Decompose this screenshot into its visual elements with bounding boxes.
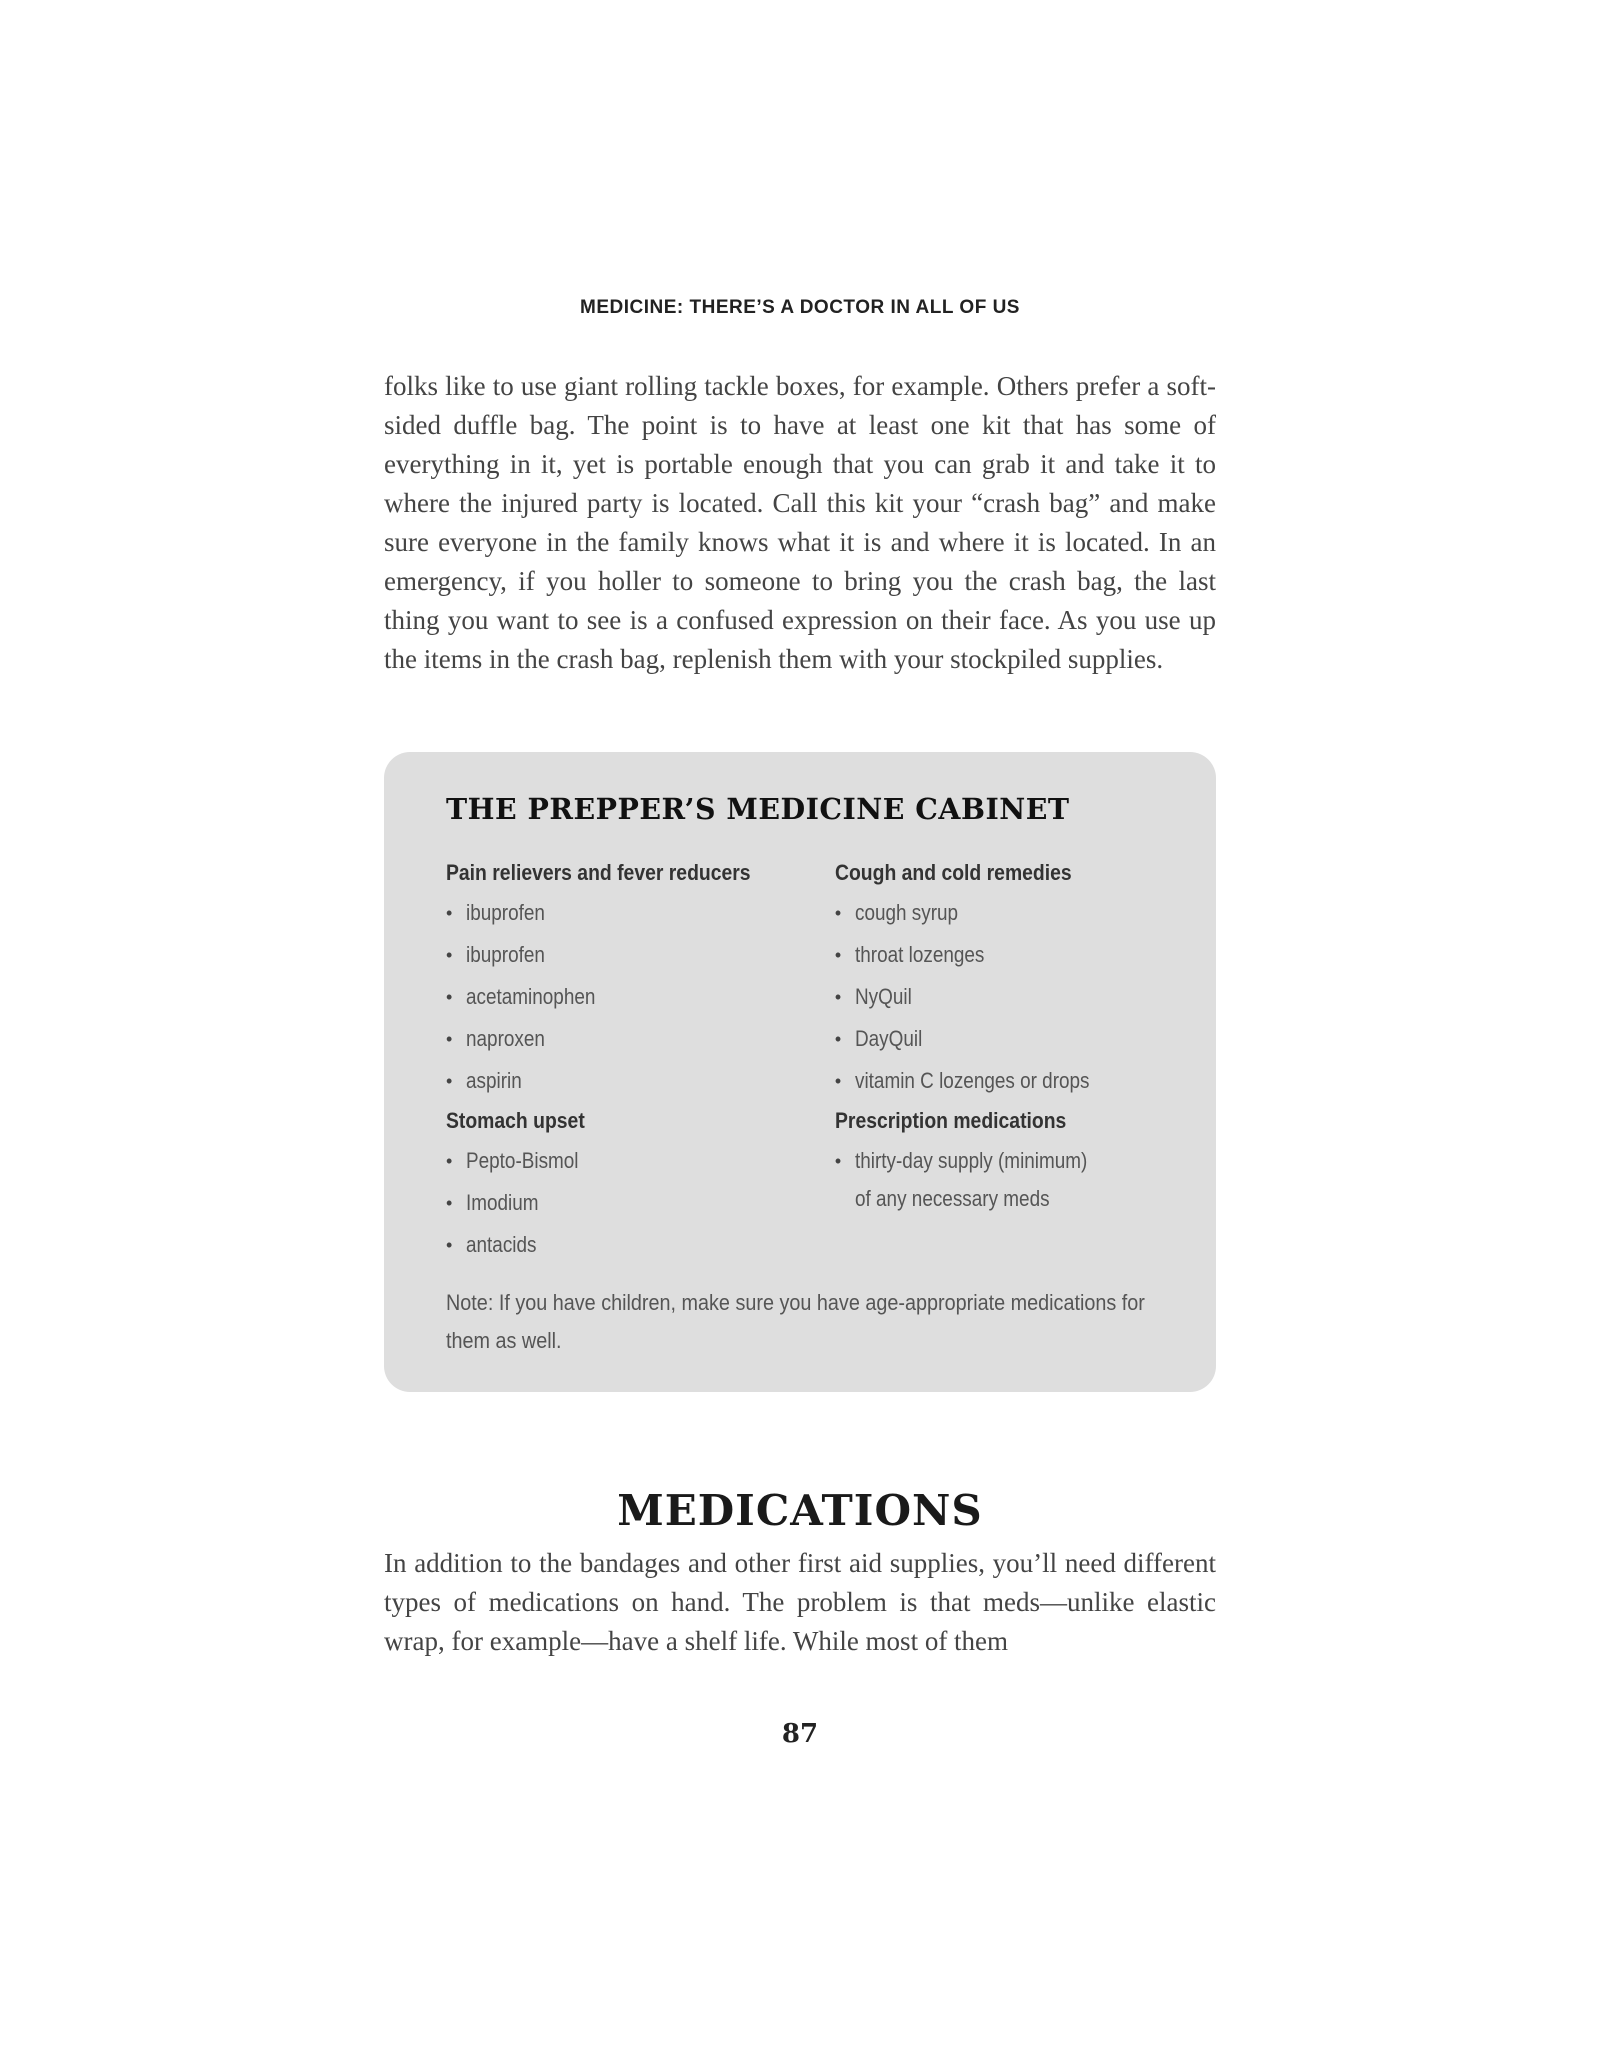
bullet-icon: • bbox=[446, 1193, 453, 1213]
list-item: • cough syrup bbox=[835, 892, 1154, 934]
bullet-icon: • bbox=[446, 987, 453, 1007]
category-heading-prescription: Prescription medications bbox=[834, 1108, 1067, 1133]
list-item: • ibuprofen bbox=[446, 934, 835, 976]
list-item: • Imodium bbox=[446, 1182, 835, 1224]
bullet-icon: • bbox=[446, 1071, 453, 1091]
page-number: 87 bbox=[781, 1719, 819, 1749]
list-item: • DayQuil bbox=[835, 1018, 1154, 1060]
bullet-icon: • bbox=[446, 1151, 453, 1171]
bullet-icon: • bbox=[834, 1071, 842, 1091]
bullet-icon: • bbox=[834, 945, 842, 965]
bullet-icon: • bbox=[834, 1029, 842, 1049]
cough-cold-list bbox=[835, 892, 1154, 1102]
category-heading-cough-cold: Cough and cold remedies bbox=[834, 860, 1072, 885]
bullet-icon: • bbox=[834, 1151, 842, 1171]
bullet-icon: • bbox=[834, 903, 842, 923]
bullet-icon: • bbox=[446, 1235, 453, 1255]
list-item: • Pepto-Bismol bbox=[446, 1140, 835, 1182]
list-item: • naproxen bbox=[446, 1018, 835, 1060]
list-item: • thirty-day supply (minimum) of any necessary meds bbox=[835, 1142, 1154, 1218]
list-item: • throat lozenges bbox=[835, 934, 1154, 976]
sidebar-note: Note: If you have children, make sure you have age-appropriate medications for them as well. bbox=[446, 1290, 1145, 1353]
list-item: • NyQuil bbox=[835, 976, 1154, 1018]
list-item: • acetaminophen bbox=[446, 976, 835, 1018]
sidebar-title: THE PREPPER’S MEDICINE CABINET bbox=[446, 792, 1070, 826]
bullet-icon: • bbox=[446, 1029, 453, 1049]
prescription-list bbox=[835, 1142, 1154, 1218]
bullet-icon: • bbox=[446, 945, 453, 965]
bullet-icon: • bbox=[446, 903, 453, 923]
category-heading-pain-relievers: Pain relievers and fever reducers bbox=[446, 860, 751, 885]
sidebar-right-column bbox=[835, 854, 1154, 1266]
list-item: • vitamin C lozenges or drops bbox=[835, 1060, 1154, 1102]
medicine-cabinet-sidebar bbox=[384, 752, 1216, 1392]
section-heading: MEDICATIONS bbox=[617, 1486, 983, 1535]
running-head: MEDICINE: THERE’S A DOCTOR IN ALL OF US bbox=[580, 297, 1020, 318]
bullet-icon: • bbox=[834, 987, 842, 1007]
category-heading-stomach-upset: Stomach upset bbox=[446, 1108, 585, 1133]
intro-paragraph: folks like to use giant rolling tackle boxes, for example. Others prefer a soft-sided duffle bag. The point is to have at least one kit that has some of everything in it, yet is portable enough that you can grab it and take it to where the injured party is located. Call this kit your “crash bag” and make sure everyone in the family knows what it is and where it is located. In an emergency, if you holler to someone to bring you the crash bag, the last thing you want to see is a confused expression on their face. As you use up the items in the crash bag, replenish them with your stockpiled supplies. bbox=[384, 371, 1216, 674]
section-paragraph: In addition to the bandages and other first aid supplies, you’ll need different types of medications on hand. The problem is that meds—unlike elastic wrap, for example—have a shelf life. While most of them bbox=[384, 1548, 1216, 1656]
sidebar-columns bbox=[446, 854, 1154, 1266]
list-item: • aspirin bbox=[446, 1060, 835, 1102]
list-item: • antacids bbox=[446, 1224, 835, 1266]
pain-relievers-list bbox=[446, 892, 835, 1102]
sidebar-left-column bbox=[446, 854, 835, 1266]
stomach-upset-list bbox=[446, 1140, 835, 1266]
list-item: • ibuprofen bbox=[446, 892, 835, 934]
